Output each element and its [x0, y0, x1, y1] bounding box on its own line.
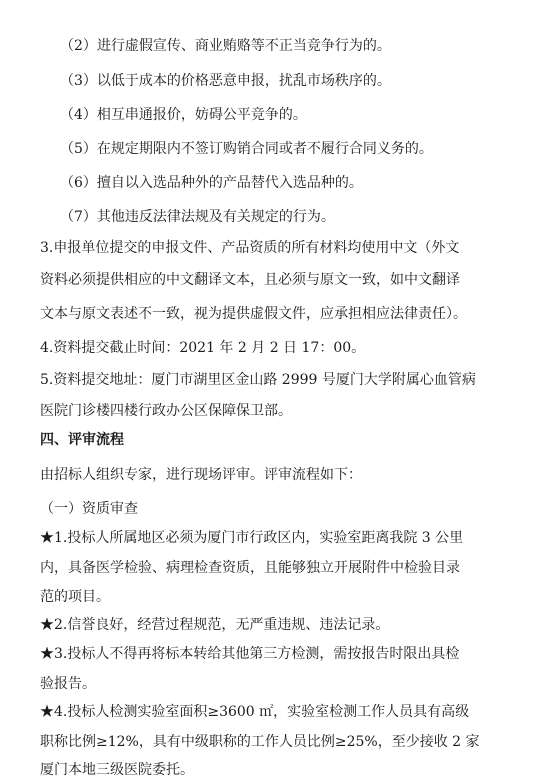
requirement-2: ★2.信誉良好，经营过程规范，无严重违规、违法记录。 — [40, 617, 390, 633]
item-5: （5）在规定期限内不签订购销合同或者不履行合同义务的。 — [60, 141, 433, 157]
item-2: （2）进行虚假宣传、商业贿赂等不正当竞争行为的。 — [60, 38, 391, 54]
item-3: （3）以低于成本的价格恶意申报，扰乱市场秩序的。 — [60, 73, 391, 89]
paragraph-3-line-2: 资料必须提供相应的中文翻译文本，且必须与原文一致，如中文翻译 — [40, 272, 460, 288]
requirement-4-line-1: ★4.投标人检测实验室面积≥3600 ㎡，实验室检测工作人员具有高级 — [40, 704, 470, 720]
requirement-3-line-1: ★3.投标人不得再将标本转给其他第三方检测，需按报告时限出具检 — [40, 646, 460, 662]
item-4: （4）相互串通报价，妨碍公平竞争的。 — [60, 107, 307, 123]
subsection-heading: （一）资质审查 — [40, 501, 138, 517]
paragraph-3-line-3: 文本与原文表述不一致，视为提供虚假文件，应承担相应法律责任）。 — [40, 306, 467, 322]
requirement-3-line-2: 验报告。 — [40, 676, 96, 692]
section-heading: 四、评审流程 — [40, 432, 124, 448]
intro-paragraph: 由招标人组织专家，进行现场评审。评审流程如下： — [40, 467, 362, 483]
paragraph-3-line-1: 3.申报单位提交的申报文件、产品资质的所有材料均使用中文（外文 — [40, 240, 460, 256]
paragraph-5-line-2: 医院门诊楼四楼行政办公区保障保卫部。 — [40, 403, 292, 419]
requirement-1-line-1: ★1.投标人所属地区必须为厦门市行政区内，实验室距离我院 3 公里 — [40, 530, 464, 546]
paragraph-4: 4.资料提交截止时间：2021 年 2 月 2 日 17：00。 — [40, 340, 366, 356]
paragraph-5-line-1: 5.资料提交地址：厦门市湖里区金山路 2999 号厦门大学附属心血管病 — [40, 372, 476, 388]
requirement-4-line-2: 职称比例≥12%，具有中级职称的工作人员比例≥25%，至少接收 2 家 — [40, 734, 480, 750]
requirement-1-line-2: 内，具备医学检验、病理检查资质，且能够独立开展附件中检验目录 — [40, 560, 460, 576]
item-7: （7）其他违反法律法规及有关规定的行为。 — [60, 209, 335, 225]
item-6: （6）擅自以入选品种外的产品替代入选品种的。 — [60, 175, 363, 191]
requirement-4-line-3: 厦门本地三级医院委托。 — [40, 762, 194, 778]
requirement-1-line-3: 范的项目。 — [40, 589, 110, 605]
